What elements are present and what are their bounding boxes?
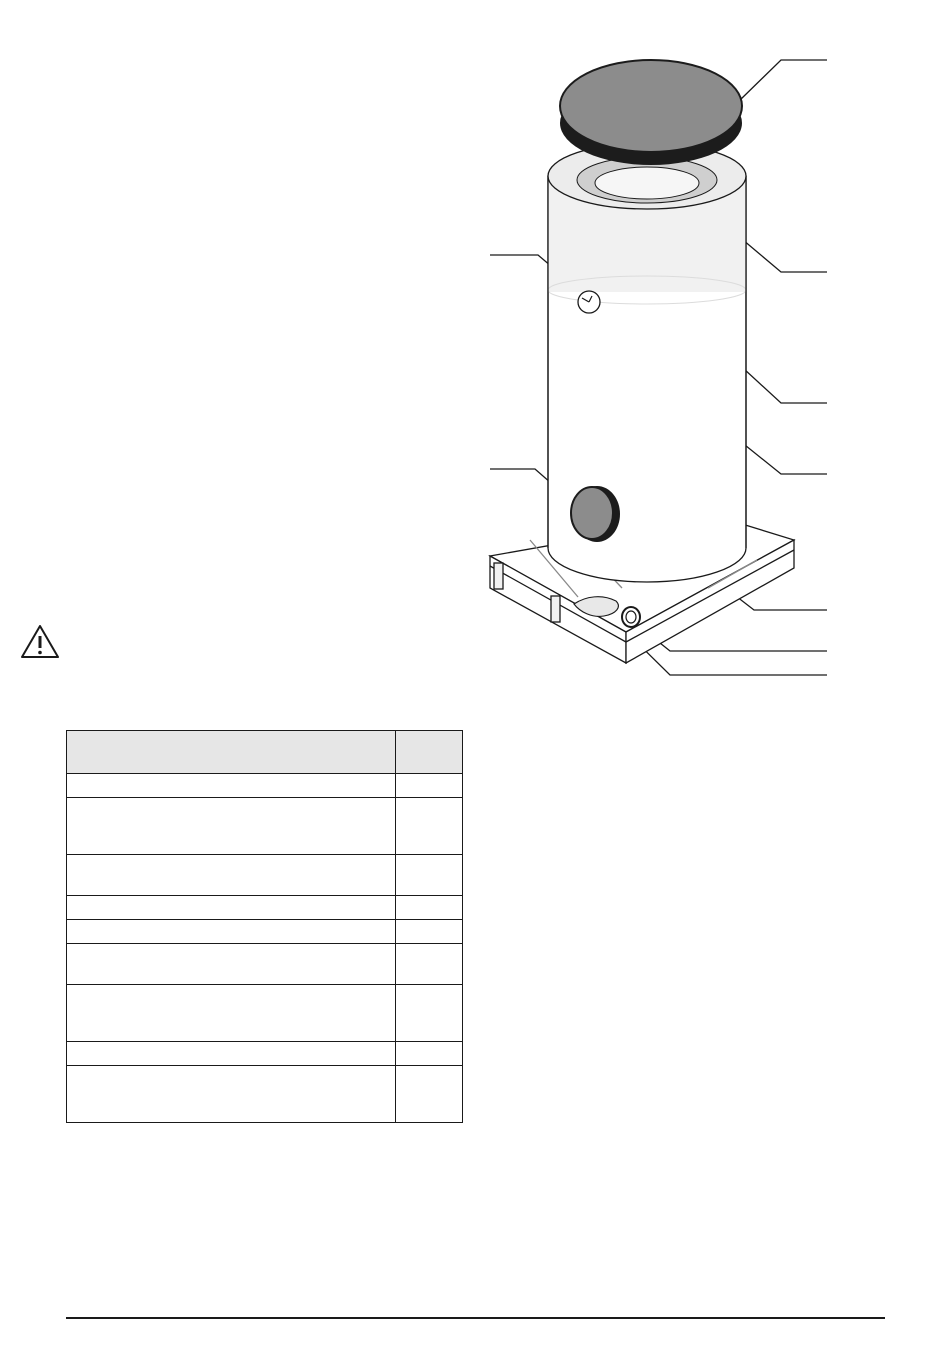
leader-lid — [739, 60, 827, 101]
inspection-cover-icon — [571, 486, 620, 542]
table-cell — [396, 944, 463, 985]
footer-divider — [66, 1317, 885, 1319]
table-cell — [67, 855, 396, 896]
table-cell — [396, 896, 463, 920]
table-cell — [396, 774, 463, 798]
table-row — [67, 1042, 463, 1066]
table-cell — [67, 1042, 396, 1066]
table-cell — [67, 798, 396, 855]
table-cell — [67, 985, 396, 1042]
table-row — [67, 1066, 463, 1123]
table-cell — [396, 985, 463, 1042]
table-row — [67, 920, 463, 944]
table-cell — [67, 920, 396, 944]
table-cell — [67, 774, 396, 798]
table-header-row — [67, 731, 463, 774]
parts-table — [66, 730, 463, 1123]
table-row — [67, 985, 463, 1042]
table-row — [67, 798, 463, 855]
table-cell — [67, 944, 396, 985]
thermometer-icon — [578, 291, 600, 313]
table-cell — [396, 798, 463, 855]
table-cell — [67, 1066, 396, 1123]
table-row — [67, 774, 463, 798]
header-quantity — [396, 731, 463, 774]
table-cell — [396, 920, 463, 944]
header-description — [67, 731, 396, 774]
table-cell — [396, 1066, 463, 1123]
table-cell — [396, 855, 463, 896]
table-row — [67, 944, 463, 985]
drain-valve-icon — [622, 607, 640, 627]
table-row — [67, 896, 463, 920]
leader-jacket — [744, 369, 827, 403]
lid — [560, 60, 742, 165]
table-cell — [67, 896, 396, 920]
table-row — [67, 855, 463, 896]
table-cell — [396, 1042, 463, 1066]
warning-triangle-icon — [20, 624, 60, 660]
